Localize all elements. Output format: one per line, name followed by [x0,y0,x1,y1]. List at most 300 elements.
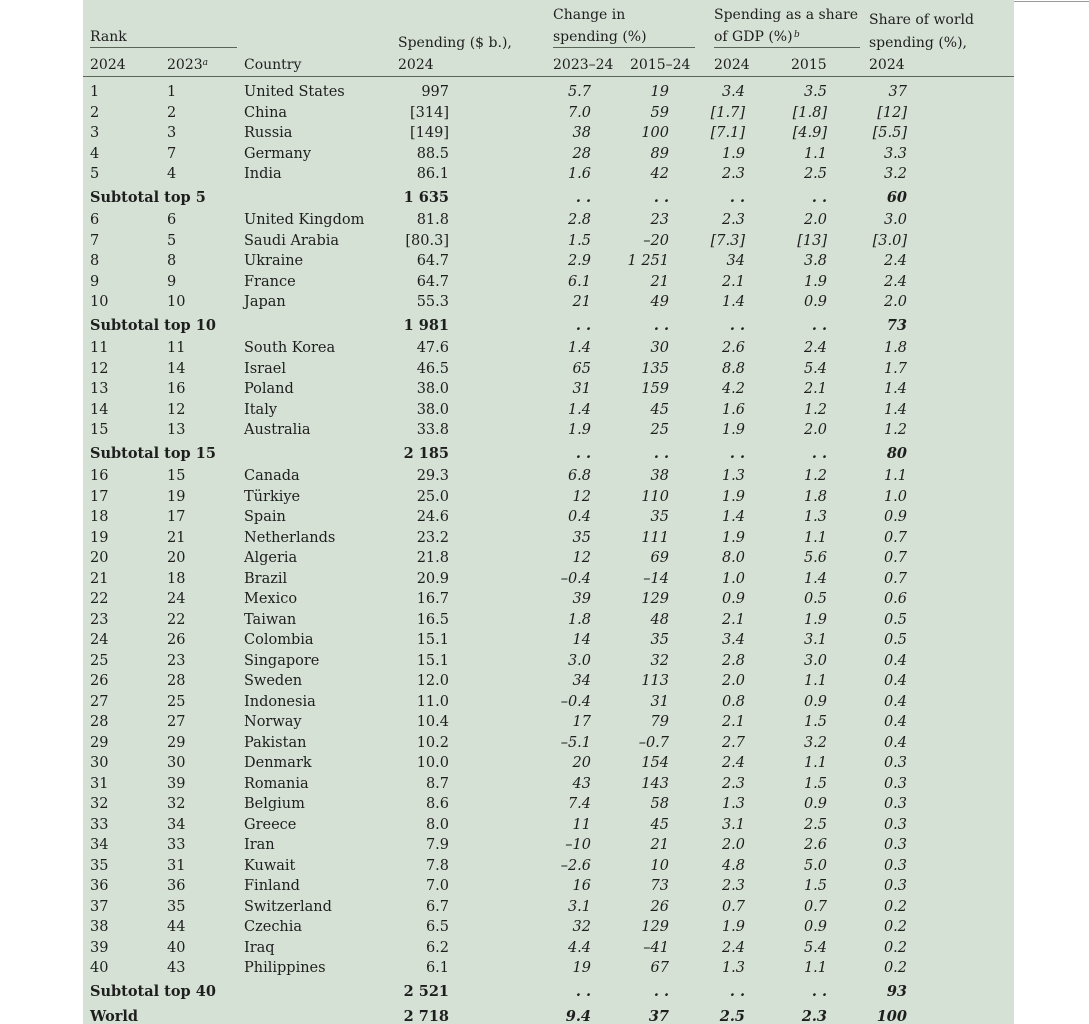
cell-country: Romania [244,775,309,792]
cell-ch2: 45 [650,816,669,833]
cell-r23: 4 [167,166,177,182]
cell-g24: [7.3] [710,232,745,249]
cell-g24: 0.9 [721,591,745,607]
cell-spend: 2 718 [403,1008,449,1024]
cell-spend: 29.3 [416,468,449,484]
cell-g24: 4.8 [721,857,745,874]
rule-change [553,47,695,48]
header-gdp-line1: Spending as a share [714,7,859,23]
cell-g24: 1.4 [721,294,745,310]
cell-ch1: 39 [572,591,591,607]
cell-r24: 25 [90,652,109,669]
cell-country: Greece [244,816,297,833]
cell-share: [5.5] [872,125,907,141]
cell-r23: 22 [167,611,186,628]
cell-r23: 5 [167,232,177,249]
cell-g24: 2.8 [721,652,745,669]
cell-ch1: –2.6 [560,857,591,874]
cell-r24: 29 [90,734,109,751]
cell-ch2: 159 [641,381,669,397]
cell-ch1: –0.4 [560,693,591,710]
cell-g15: . . [811,316,827,334]
cell-label: Subtotal top 15 [90,444,216,462]
cell-country: Iraq [244,939,275,956]
cell-country: Norway [244,714,302,730]
cell-g24: 34 [726,253,745,269]
cell-country: Italy [244,401,278,418]
cell-ch2: 59 [650,104,669,121]
cell-spend: 12.0 [416,673,449,689]
cell-ch2: 35 [650,632,669,648]
cell-spend: 38.0 [416,401,449,418]
cell-r23: 21 [167,529,186,546]
cell-share: 1.1 [883,468,907,484]
cell-r24: 24 [90,632,109,648]
cell-share: 0.4 [883,693,907,710]
cell-country: Indonesia [244,693,316,710]
cell-r23: 40 [167,939,186,956]
cell-g24: 0.7 [721,898,745,915]
cell-ch1: 35 [572,529,591,546]
cell-g24: . . [729,316,745,334]
cell-g15: 2.5 [803,816,827,833]
cell-spend: 23.2 [416,529,449,546]
cell-r23: 9 [167,273,177,290]
cell-ch2: –41 [643,939,669,956]
cell-r23: 15 [167,468,186,484]
cell-share: 0.9 [883,509,907,525]
cell-r24: 2 [90,104,100,121]
cell-g15: 0.9 [803,919,827,935]
cell-r23: 10 [167,294,186,310]
cell-share: 0.3 [883,755,907,771]
cell-g24: 1.4 [721,509,745,525]
cell-country: Germany [244,145,312,162]
cell-ch2: 89 [650,145,669,162]
header-change-line1: Change in [553,7,626,23]
cell-share: 100 [876,1008,907,1024]
cell-share: 0.2 [883,898,907,915]
cell-r23: 1 [167,84,177,100]
cell-country: India [244,166,282,182]
cell-country: Kuwait [244,857,296,874]
cell-share: 0.3 [883,857,907,874]
cell-g24: 1.9 [721,529,745,546]
cell-spend: 81.8 [416,212,449,228]
cell-ch2: 21 [650,837,669,853]
cell-g15: . . [811,444,827,462]
header-change-line2: spending (%) [553,29,647,45]
cell-country: Colombia [244,632,314,648]
cell-ch1: 6.1 [567,273,591,290]
cell-ch1: 7.4 [567,796,591,812]
cell-g15: 1.5 [803,775,827,792]
cell-g15: 5.6 [803,550,827,566]
cell-ch1: . . [575,188,591,206]
cell-share: 0.2 [883,960,907,976]
cell-ch1: . . [575,444,591,462]
header-spending-line1: Spending ($ b.), [398,35,512,51]
cell-country: France [244,273,296,290]
cell-g15: 5.4 [803,939,827,956]
cell-r24: 5 [90,166,100,182]
cell-r24: 3 [90,125,100,141]
cell-country: Algeria [244,550,298,566]
cell-share: 1.4 [883,401,907,418]
cell-ch1: 9.4 [565,1008,591,1024]
cell-g15: 1.1 [803,960,827,976]
cell-g24: 2.7 [721,734,745,751]
cell-share: 0.2 [883,919,907,935]
cell-r23: 17 [167,509,186,525]
cell-share: 2.4 [883,273,907,290]
cell-g24: 2.3 [721,775,745,792]
cell-g15: 1.1 [803,755,827,771]
cell-ch2: 154 [641,755,669,771]
cell-country: Denmark [244,755,312,771]
cell-spend: 1 981 [403,316,449,334]
cell-g15: 2.0 [803,212,827,228]
cell-g24: 3.4 [721,632,745,648]
cell-r23: 32 [167,796,186,812]
cell-ch2: 113 [641,673,669,689]
cell-spend: 24.6 [416,509,449,525]
cell-g15: 2.5 [803,166,827,182]
cell-ch1: 4.4 [567,939,591,956]
header-rank-2023: 2023$^a$ [167,57,209,73]
cell-g24: 2.1 [721,273,745,290]
cell-g15: 0.5 [803,591,827,607]
cell-g15: 3.0 [803,652,827,669]
cell-ch1: 21 [572,294,591,310]
cell-r24: 6 [90,212,100,228]
cell-g24: 1.3 [721,468,745,484]
cell-r24: 12 [90,360,109,377]
cell-g15: 2.6 [803,837,827,853]
cell-share: 93 [886,982,907,1000]
cell-r23: 16 [167,381,186,397]
cell-g15: 5.4 [803,360,827,377]
cell-country: Israel [244,360,286,377]
cell-g15: 1.4 [803,570,827,587]
cell-g15: 0.9 [803,693,827,710]
cell-g24: 2.1 [721,611,745,628]
cell-ch2: 79 [650,714,669,730]
cell-ch2: 25 [650,422,669,438]
cell-g15: [1.8] [792,104,827,121]
cell-g24: 1.3 [721,960,745,976]
cell-r24: 7 [90,232,100,249]
cell-ch2: 73 [650,878,669,894]
cell-g15: [4.9] [792,125,827,141]
cell-r24: 38 [90,919,109,935]
cell-g15: [13] [797,232,827,249]
cell-ch2: –14 [643,570,669,587]
cell-g24: 1.3 [721,796,745,812]
cell-g15: 0.9 [803,294,827,310]
cell-r24: 13 [90,381,109,397]
cell-r23: 20 [167,550,186,566]
cell-spend: 88.5 [416,145,449,162]
cell-r24: 36 [90,878,109,894]
cell-spend: 16.7 [416,591,449,607]
cell-r23: 39 [167,775,186,792]
cell-g24: 2.3 [721,878,745,894]
cell-spend: 55.3 [416,294,449,310]
cell-share: 0.4 [883,673,907,689]
cell-r24: 30 [90,755,109,771]
cell-share: 3.3 [883,145,907,162]
cell-country: China [244,104,288,121]
cell-g15: 1.9 [803,273,827,290]
cell-country: Poland [244,381,294,397]
cell-country: Saudi Arabia [244,232,340,249]
cell-country: Sweden [244,673,303,689]
cell-ch2: . . [653,188,669,206]
cell-spend: 10.2 [416,734,449,751]
cell-share: 2.4 [883,253,907,269]
cell-share: 1.2 [883,422,907,438]
cell-g15: 1.8 [803,488,827,505]
cell-g15: 0.9 [803,796,827,812]
cell-r24: 27 [90,693,109,710]
cell-ch1: 12 [572,488,591,505]
cell-share: 1.8 [883,340,907,356]
cell-share: 3.0 [883,212,907,228]
cell-share: 2.0 [883,294,907,310]
cell-r24: 10 [90,294,109,310]
cell-g24: 3.4 [721,84,745,100]
header-gdp-2024: 2024 [714,57,750,73]
cell-ch1: 1.8 [567,611,591,628]
cell-share: 0.7 [883,550,907,566]
cell-g24: 2.5 [719,1008,745,1024]
cell-r24: 11 [90,340,109,356]
cell-g15: 1.9 [803,611,827,628]
cell-share: [12] [877,104,907,121]
cell-g24: 4.2 [721,381,745,397]
cell-g15: 1.5 [803,714,827,730]
cell-country: Pakistan [244,734,307,751]
cell-share: 0.6 [883,591,907,607]
page-top-rule [1014,1,1089,2]
cell-r24: 32 [90,796,109,812]
cell-label: World [90,1008,139,1024]
cell-g24: . . [729,444,745,462]
cell-ch2: 37 [648,1008,669,1024]
cell-g15: 2.0 [803,422,827,438]
footnote-b: b [793,30,800,40]
cell-g24: 1.6 [721,401,745,418]
cell-g24: 1.9 [721,488,745,505]
cell-country: Iran [244,837,275,853]
cell-ch1: 2.8 [567,212,591,228]
cell-ch2: 10 [650,857,669,874]
cell-spend: 7.8 [425,857,449,874]
cell-g15: 2.1 [803,381,827,397]
cell-share: 0.3 [883,775,907,792]
cell-share: 0.4 [883,734,907,751]
cell-ch2: 42 [650,166,669,182]
cell-spend: 10.4 [416,714,449,730]
cell-r23: 31 [167,857,186,874]
cell-spend: [149] [410,125,449,141]
cell-ch1: . . [575,982,591,1000]
cell-ch2: 110 [641,488,669,505]
cell-ch2: 21 [650,273,669,290]
cell-r24: 19 [90,529,109,546]
cell-share: 0.5 [883,632,907,648]
cell-r23: 3 [167,125,177,141]
cell-country: Belgium [244,796,305,812]
cell-ch1: 1.4 [567,340,591,356]
cell-country: Australia [244,422,311,438]
cell-r24: 21 [90,570,109,587]
cell-r23: 24 [167,591,186,607]
cell-spend: 6.2 [425,939,449,956]
cell-r24: 39 [90,939,109,956]
cell-g24: 1.9 [721,145,745,162]
cell-g24: 2.0 [721,837,745,853]
cell-ch1: 43 [572,775,591,792]
cell-share: 3.2 [883,166,907,182]
cell-ch1: 28 [572,145,591,162]
cell-ch2: 129 [641,919,669,935]
cell-ch2: 49 [650,294,669,310]
cell-ch2: 1 251 [627,253,669,269]
cell-g24: . . [729,188,745,206]
cell-g24: 2.0 [721,673,745,689]
cell-g24: 2.3 [721,166,745,182]
cell-r24: 35 [90,857,109,874]
cell-g15: 1.1 [803,529,827,546]
cell-g24: [1.7] [710,104,745,121]
cell-r24: 26 [90,673,109,689]
cell-spend: 2 185 [403,444,449,462]
cell-spend: 11.0 [416,693,449,710]
cell-ch1: 65 [572,360,591,377]
cell-spend: [314] [410,104,449,121]
cell-label: Subtotal top 40 [90,982,216,1000]
header-change-2023-24: 2023–24 [553,57,614,73]
cell-ch1: 32 [572,919,591,935]
cell-spend: 7.0 [425,878,449,894]
header-country: Country [244,57,302,73]
cell-share: 0.3 [883,878,907,894]
cell-g15: 3.1 [803,632,827,648]
header-world-line2: spending (%), [869,35,967,51]
cell-share: 0.3 [883,837,907,853]
cell-spend: 7.9 [425,837,449,853]
cell-r24: 1 [90,84,100,100]
cell-share: 0.3 [883,796,907,812]
cell-r24: 14 [90,401,109,418]
cell-r23: 23 [167,652,186,669]
cell-spend: 46.5 [416,360,449,377]
cell-share: 0.7 [883,529,907,546]
cell-g15: 0.7 [803,898,827,915]
cell-ch2: –0.7 [638,734,669,751]
cell-country: Russia [244,125,293,141]
cell-spend: 8.7 [425,775,449,792]
cell-country: Czechia [244,919,303,935]
cell-r24: 16 [90,468,109,484]
cell-ch1: 7.0 [567,104,591,121]
cell-ch1: 3.1 [567,898,591,915]
cell-spend: 6.5 [425,919,449,935]
cell-label: Subtotal top 10 [90,316,216,334]
cell-spend: 33.8 [416,422,449,438]
cell-spend: 86.1 [416,166,449,182]
cell-spend: 16.5 [416,611,449,628]
cell-spend: 6.7 [425,898,449,915]
cell-ch1: –5.1 [560,734,591,751]
footnote-a: a [202,58,209,68]
cell-spend: 15.1 [416,632,449,648]
cell-country: United Kingdom [244,212,365,228]
cell-share: 0.3 [883,816,907,833]
cell-ch2: . . [653,982,669,1000]
cell-ch1: –0.4 [560,570,591,587]
cell-share: 73 [886,316,907,334]
cell-r23: 19 [167,488,186,505]
cell-ch2: 100 [641,125,669,141]
cell-ch2: . . [653,316,669,334]
cell-r23: 35 [167,898,186,915]
cell-ch2: 35 [650,509,669,525]
cell-ch1: 11 [572,816,591,833]
cell-r23: 28 [167,673,186,689]
cell-share: 1.0 [883,488,907,505]
cell-g15: 1.1 [803,145,827,162]
cell-share: 0.5 [883,611,907,628]
cell-share: 37 [888,84,907,100]
cell-g24: 1.9 [721,422,745,438]
cell-r23: 18 [167,570,186,587]
cell-share: 1.4 [883,381,907,397]
cell-g24: 1.0 [721,570,745,587]
cell-ch1: 1.9 [567,422,591,438]
cell-spend: 8.0 [425,816,449,833]
cell-g15: 1.2 [803,468,827,484]
cell-spend: 64.7 [416,253,449,269]
cell-share: 1.7 [883,360,907,377]
cell-r23: 7 [167,145,177,162]
cell-ch2: 45 [650,401,669,418]
cell-g15: 1.3 [803,509,827,525]
cell-country: Taiwan [244,611,297,628]
rule-gdp [714,47,860,48]
cell-ch1: 12 [572,550,591,566]
header-spending-line2: 2024 [398,57,434,73]
cell-ch1: 14 [572,632,591,648]
cell-country: Spain [244,509,286,525]
cell-share: [3.0] [872,232,907,249]
cell-ch1: 19 [572,960,591,976]
cell-g15: 1.2 [803,401,827,418]
cell-ch1: 20 [572,755,591,771]
cell-ch2: –20 [643,232,669,249]
cell-ch2: 135 [641,360,669,377]
cell-g24: 2.3 [721,212,745,228]
cell-ch2: 19 [650,84,669,100]
cell-spend: 38.0 [416,381,449,397]
cell-ch2: 58 [650,796,669,812]
cell-g15: 1.1 [803,673,827,689]
cell-ch1: –10 [565,837,591,853]
cell-ch2: 48 [650,611,669,628]
cell-g24: 2.4 [721,939,745,956]
